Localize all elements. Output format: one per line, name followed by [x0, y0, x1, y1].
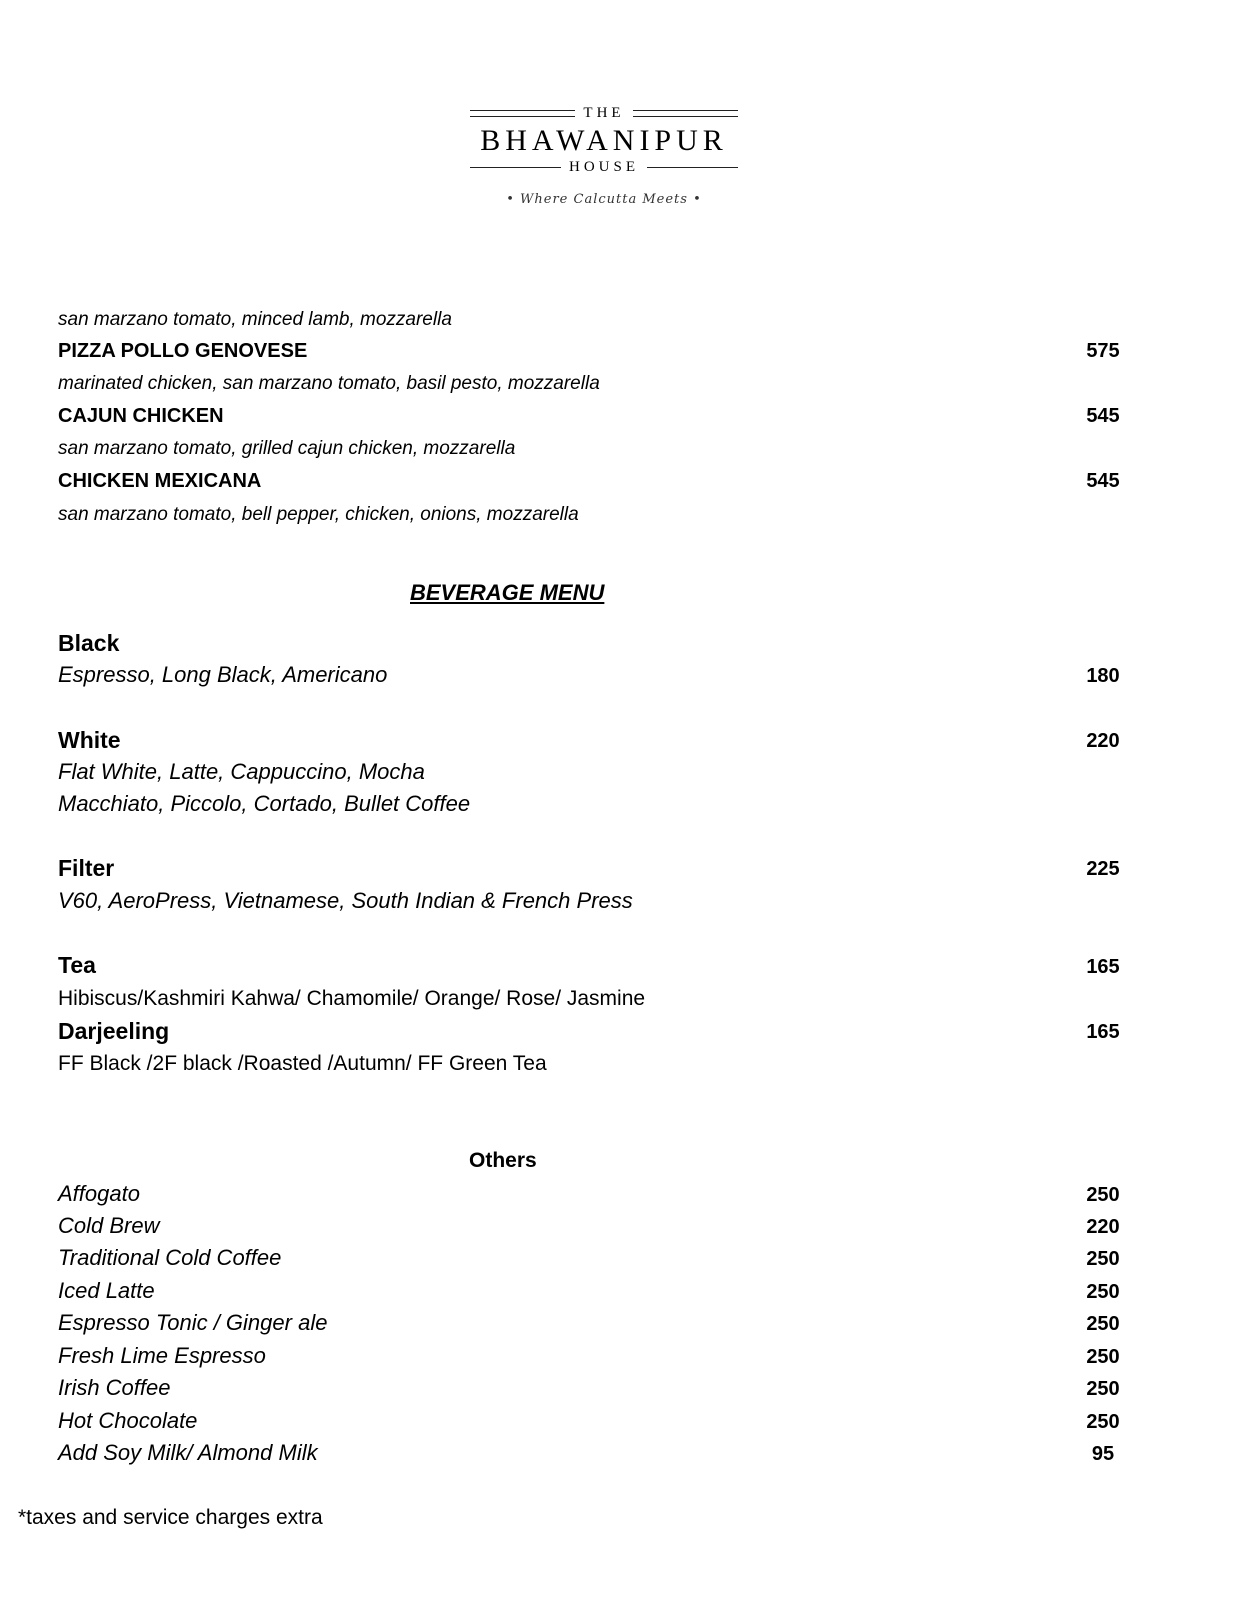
taxes-note: *taxes and service charges extra: [18, 1506, 323, 1529]
logo-house: HOUSE: [569, 159, 640, 175]
logo-tagline: • Where Calcutta Meets •: [506, 192, 702, 207]
category-white-title: White: [58, 727, 121, 753]
category-tea-title: Tea: [58, 952, 96, 978]
dish-price: 575: [1086, 340, 1120, 362]
dish-name: CAJUN CHICKEN: [58, 405, 224, 427]
category-black-price: 180: [1086, 665, 1120, 687]
others-item-name: Hot Chocolate: [58, 1408, 198, 1433]
others-item-name: Iced Latte: [58, 1278, 155, 1303]
category-darjeeling-title: Darjeeling: [58, 1018, 170, 1044]
logo-top-row: [470, 104, 738, 122]
others-item-price: 95: [1091, 1443, 1115, 1465]
others-item-price: 250: [1086, 1346, 1120, 1368]
category-black-title: Black: [58, 630, 120, 656]
category-white-items: Macchiato, Piccolo, Cortado, Bullet Coffee: [58, 791, 471, 816]
dish-name: CHICKEN MEXICANA: [58, 470, 262, 492]
category-darjeeling-items: FF Black /2F black /Roasted /Autumn/ FF Green Tea: [58, 1052, 547, 1075]
dish-description: san marzano tomato, bell pepper, chicken, onions, mozzarella: [58, 504, 579, 525]
dish-description: san marzano tomato, grilled cajun chicken, mozzarella: [58, 438, 516, 459]
category-black-items: Espresso, Long Black, Americano: [58, 662, 388, 687]
others-item-price: 250: [1086, 1378, 1120, 1400]
category-filter-items: V60, AeroPress, Vietnamese, South Indian & French Press: [58, 888, 633, 913]
others-item-name: Cold Brew: [58, 1213, 160, 1238]
category-filter-price: 225: [1086, 858, 1120, 880]
dish-name: PIZZA POLLO GENOVESE: [58, 340, 308, 362]
logo-rule-right: [647, 167, 738, 168]
others-heading: Others: [469, 1149, 537, 1172]
logo-rule-left: [470, 110, 575, 117]
logo-rule-left: [470, 167, 561, 168]
others-item-price: 220: [1086, 1216, 1120, 1238]
logo-rule-right: [633, 110, 738, 117]
others-item-name: Add Soy Milk/ Almond Milk: [58, 1440, 318, 1465]
others-item-price: 250: [1086, 1281, 1120, 1303]
brand-logo: [470, 104, 738, 207]
others-item-price: 250: [1086, 1313, 1120, 1335]
others-item-price: 250: [1086, 1411, 1120, 1433]
others-item-name: Irish Coffee: [58, 1375, 171, 1400]
others-item-name: Espresso Tonic / Ginger ale: [58, 1310, 328, 1335]
others-item-name: Traditional Cold Coffee: [58, 1245, 282, 1270]
category-tea-items: Hibiscus/Kashmiri Kahwa/ Chamomile/ Orange/ Rose/ Jasmine: [58, 987, 646, 1010]
others-item-price: 250: [1086, 1184, 1120, 1206]
category-white-price: 220: [1086, 730, 1120, 752]
category-white-items: Flat White, Latte, Cappuccino, Mocha: [58, 759, 425, 784]
dish-price: 545: [1086, 470, 1120, 492]
dish-price: 545: [1086, 405, 1120, 427]
category-filter-title: Filter: [58, 855, 115, 881]
others-item-price: 250: [1086, 1248, 1120, 1270]
others-item-name: Affogato: [58, 1181, 140, 1206]
category-tea-price: 165: [1086, 956, 1120, 978]
category-darjeeling-price: 165: [1086, 1021, 1120, 1043]
logo-name: BHAWANIPUR: [480, 124, 728, 157]
dish-description: marinated chicken, san marzano tomato, basil pesto, mozzarella: [58, 373, 600, 394]
dish-description: san marzano tomato, minced lamb, mozzarella: [58, 309, 452, 330]
beverage-menu-heading: BEVERAGE MENU: [410, 580, 605, 605]
logo-the: THE: [583, 105, 625, 121]
others-item-name: Fresh Lime Espresso: [58, 1343, 266, 1368]
logo-bottom-row: [470, 158, 738, 176]
